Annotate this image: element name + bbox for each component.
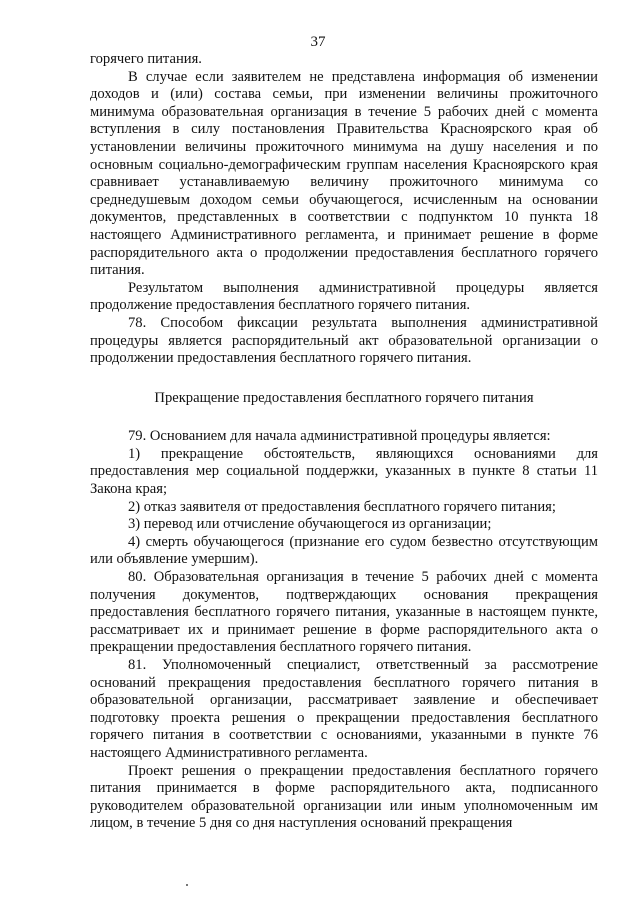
section-heading: Прекращение предоставления бесплатного горячего питания [154,389,534,406]
paragraph-item-79: 79. Основанием для начала административной процедуры является: [128,428,551,445]
scan-speck [186,884,188,886]
list-item-4: 4) смерть обучающегося (признание его судом безвестно отсутствующим или объявление умершим). [90,533,598,568]
page-number: 37 [310,34,326,50]
paragraph-procedure-result: Результатом выполнения административной процедуры является продолжение предоставления бесплатного горячего питания. [90,279,598,314]
paragraph-item-80: 80. Образовательная организация в течение 5 рабочих дней с момента получения документов, подтверждающих основания прекращения предоставления бесплатного горячего питания, указанные в настоящем пункте, рассматривает их и принимает решение в форме распорядительного акта о прекращении предоставления бесплатного горячего питания. [90,569,598,656]
paragraph-income-change: В случае если заявителем не представлена информация об изменении доходов и (или) состава семьи, при изменении величины прожиточного минимума образовательная организация в течение 5 рабочих дней с момента вступления в силу постановления Правительства Красноярского края об установлении величины прожиточного минимума на душу населения и по основным социально-демографическим группам населения Красноярского края сравнивает устанавливаемую величину прожиточного минимума со среднедушевым доходом семьи обучающегося, исчисленным на основании документов, представленных в соответствии с подпунктом 10 пункта 18 настоящего Административного регламента, и принимает решение в форме распорядительного акта о продолжении предоставления бесплатного горячего питания. [90,68,598,279]
list-item-1: 1) прекращение обстоятельств, являющихся основаниями для предоставления мер социальной поддержки, указанных в пункте 8 статьи 11 Закона края; [90,445,598,498]
paragraph-item-78: 78. Способом фиксации результата выполнения административной процедуры является распорядительный акт образовательной организации о продолжении предоставления бесплатного горячего питания. [90,314,598,367]
paragraph-draft-decision: Проект решения о прекращении предоставления бесплатного горячего питания принимается в форме распорядительного акта, подписанного руководителем образовательной организации или иным уполномоченным им лицом, в течение 5 дня со дня наступления оснований прекращения [90,762,598,832]
paragraph-continuation: горячего питания. [90,51,202,67]
list-item-2: 2) отказ заявителя от предоставления бесплатного горячего питания; [128,498,556,515]
document-body [90,51,598,833]
list-item-3: 3) перевод или отчисление обучающегося из организации; [128,516,492,533]
paragraph-item-81: 81. Уполномоченный специалист, ответственный за рассмотрение оснований прекращения предоставления бесплатного горячего питания в образовательной организации, рассматривает заявление и обеспечивает подготовку проекта решения о прекращении предоставления бесплатного горячего питания в соответствии с основаниями, указанными в пункте 76 настоящего Административного регламента. [90,657,598,761]
